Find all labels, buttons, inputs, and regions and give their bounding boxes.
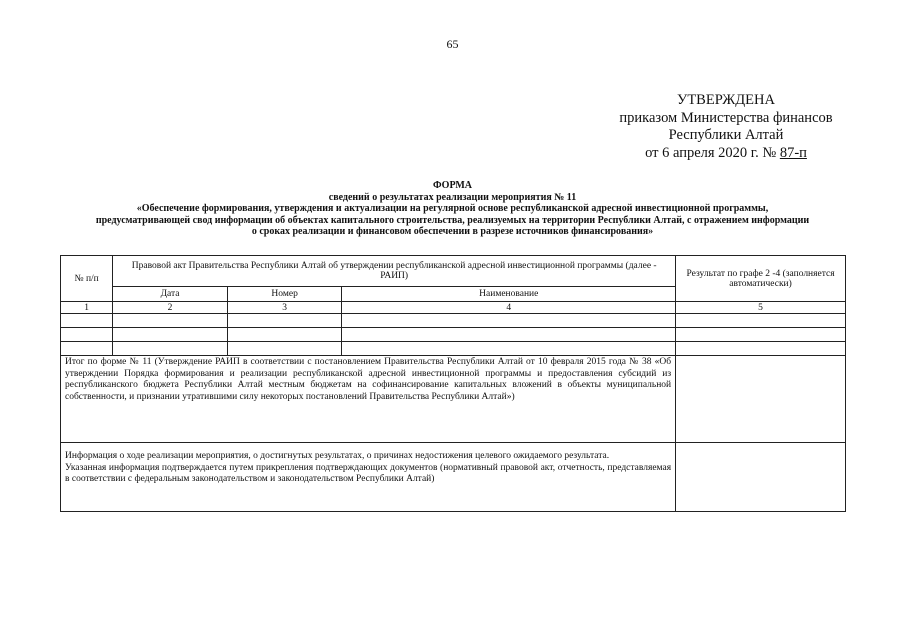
report-table (60, 255, 846, 512)
approval-region-line: Республики Алтай (668, 127, 784, 143)
table-cell (342, 314, 676, 328)
column-number: 5 (676, 302, 846, 314)
form-description-line-1: «Обеспечение формирования, утверждения и актуализации на регулярной основе республиканской адресной инвестиционной программы, (136, 203, 769, 214)
header-number: Номер (227, 287, 342, 302)
info-row (61, 443, 846, 512)
header-date: Дата (113, 287, 228, 302)
column-number-row (61, 302, 846, 314)
form-heading (90, 180, 815, 238)
table-cell (342, 342, 676, 356)
approval-title: УТВЕРЖДЕНА (677, 92, 775, 108)
table-header-row (61, 256, 846, 287)
approval-order-number: 87-п (779, 144, 807, 161)
table-cell (227, 328, 342, 342)
table-cell (61, 328, 113, 342)
column-number: 4 (342, 302, 676, 314)
approval-order-line: приказом Министерства финансов (619, 109, 833, 126)
header-legal-act: Правовой акт Правительства Республики Алтай об утверждении республиканской адресной инвестиционной программы (далее - РАИП) (113, 256, 676, 287)
table-cell (676, 328, 846, 342)
table-row (61, 314, 846, 328)
table-cell (113, 342, 228, 356)
header-result: Результат по графе 2 -4 (заполняется автоматически) (676, 256, 846, 302)
summary-row (61, 356, 846, 443)
summary-result-cell (676, 356, 846, 443)
table-cell (113, 314, 228, 328)
table-cell (676, 342, 846, 356)
info-text-line-1: Информация о ходе реализации мероприятия, о достигнутых результатах, о причинах недостижения целевого ожидаемого результата. (65, 451, 610, 461)
form-subtitle: сведений о результатах реализации мероприятия № 11 (328, 191, 577, 203)
header-name: Наименование (342, 287, 676, 302)
table-cell (113, 328, 228, 342)
approval-stamp (606, 92, 846, 162)
form-title: ФОРМА (432, 180, 473, 191)
table-cell (342, 328, 676, 342)
info-result-cell (676, 443, 846, 512)
column-number: 2 (113, 302, 228, 314)
table-cell (227, 314, 342, 328)
approval-date: от 6 апреля 2020 г. № (645, 144, 780, 161)
table-cell (676, 314, 846, 328)
table-cell (61, 314, 113, 328)
table-row (61, 328, 846, 342)
summary-text: Итог по форме № 11 (Утверждение РАИП в соответствии с постановлением Правительства Республики Алтай от 10 февраля 2015 года № 38 «Об утверждении Порядка формирования и реализации республиканской адресной инвестиционной программы и предоставления субсидий из республиканского бюджета Республики Алтай местным бюджетам на софинансирование капитальных вложений в объекты муниципальной собственности, и признании утратившими силу некоторых постановлений Правительства Республики Алтай») (61, 356, 676, 443)
form-description-line-3: о сроках реализации и финансовом обеспечении в разрезе источников финансирования» (251, 226, 654, 237)
table-cell (61, 342, 113, 356)
table-cell (227, 342, 342, 356)
column-number: 1 (61, 302, 113, 314)
info-text (61, 443, 676, 512)
column-number: 3 (227, 302, 342, 314)
approval-date-line (606, 145, 846, 163)
form-description-line-2: предусматривающей свод информации об объектах капитального строительства, реализуемых на территории Республики Алтай, с отражением информации (95, 214, 810, 226)
info-text-line-2: Указанная информация подтверждается путем прикрепления подтверждающих документов (нормативный правовой акт, отчетность, представляемая в соответствии с федеральным законодательством и законодательством Республики Алтай) (65, 462, 672, 484)
page-number: 65 (446, 37, 459, 51)
table-row (61, 342, 846, 356)
header-row-number: № п/п (61, 256, 113, 302)
